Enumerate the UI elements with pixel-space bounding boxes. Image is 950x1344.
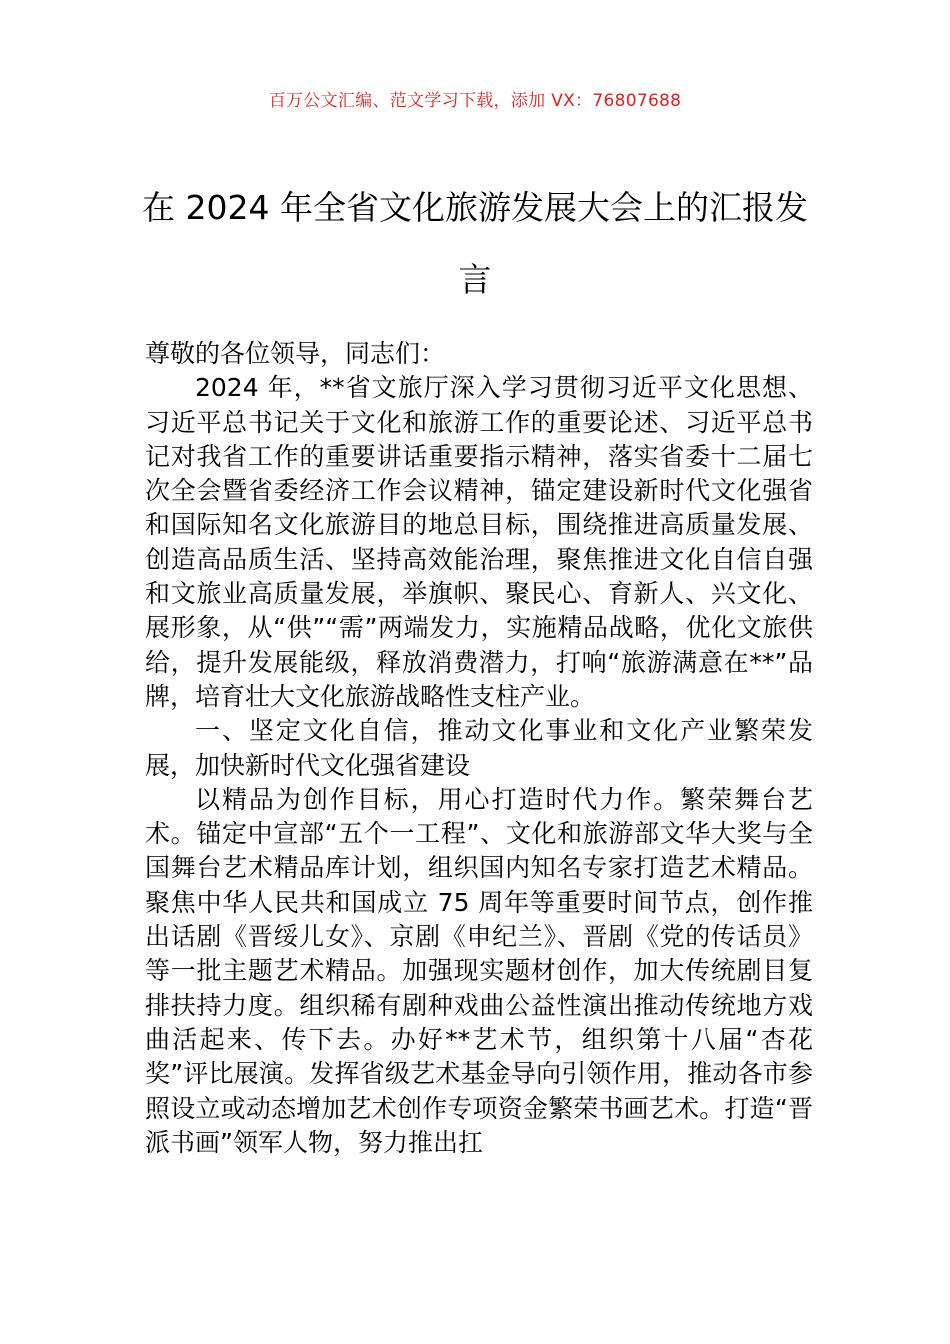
watermark-header: 百万公文汇编、范文学习下载，添加 VX：76807688 — [268, 91, 682, 111]
document-body — [145, 337, 813, 1160]
document-title: 在 2024 年全省文化旅游发展大会上的汇报发言 — [142, 188, 808, 299]
intro-paragraph: 2024 年，**省文旅厅深入学习贯彻习近平文化思想、习近平总书记关于文化和旅游工作的重要论述、习近平总书记对我省工作的重要讲话重要指示精神，落实省委十二届七次全会暨省委经济工作会议精神，锚定建设新时代文化强省和国际知名文化旅游目的地总目标，围绕推进高质量发展、创造高品质生活、坚持高效能治理，聚焦推进文化自信自强和文旅业高质量发展，举旗帜、聚民心、育新人、兴文化、展形象，从“供”“需”两端发力，实施精品战略，优化文旅供给，提升发展能级，释放消费潜力，打响“旅游满意在**”品牌，培育壮大文化旅游战略性支柱产业。 — [145, 373, 813, 711]
section-paragraph: 以精品为创作目标，用心打造时代力作。繁荣舞台艺术。锚定中宣部“五个一工程”、文化和旅游部文华大奖与全国舞台艺术精品库计划，组织国内知名专家打造艺术精品。聚焦中华人民共和国成立 75 周年等重要时间节点，创作推出话剧《晋绥儿女》、京剧《申纪兰》、晋剧《党的传话员》等一批主题艺术精品。加强现实题材创作，加大传统剧目复排扶持力度。组织稀有剧种戏曲公益性演出推动传统地方戏曲活起来、传下去。办好**艺术节，组织第十八届“杏花奖”评比展演。发挥省级艺术基金导向引领作用，推动各市参照设立或动态增加艺术创作专项资金繁荣书画艺术。打造“晋派书画”领军人物，努力推出扛 — [145, 784, 813, 1157]
salutation: 尊敬的各位领导，同志们： — [145, 339, 446, 368]
section-heading: 一、坚定文化自信，推动文化事业和文化产业繁荣发展，加快新时代文化强省建设 — [145, 716, 813, 780]
